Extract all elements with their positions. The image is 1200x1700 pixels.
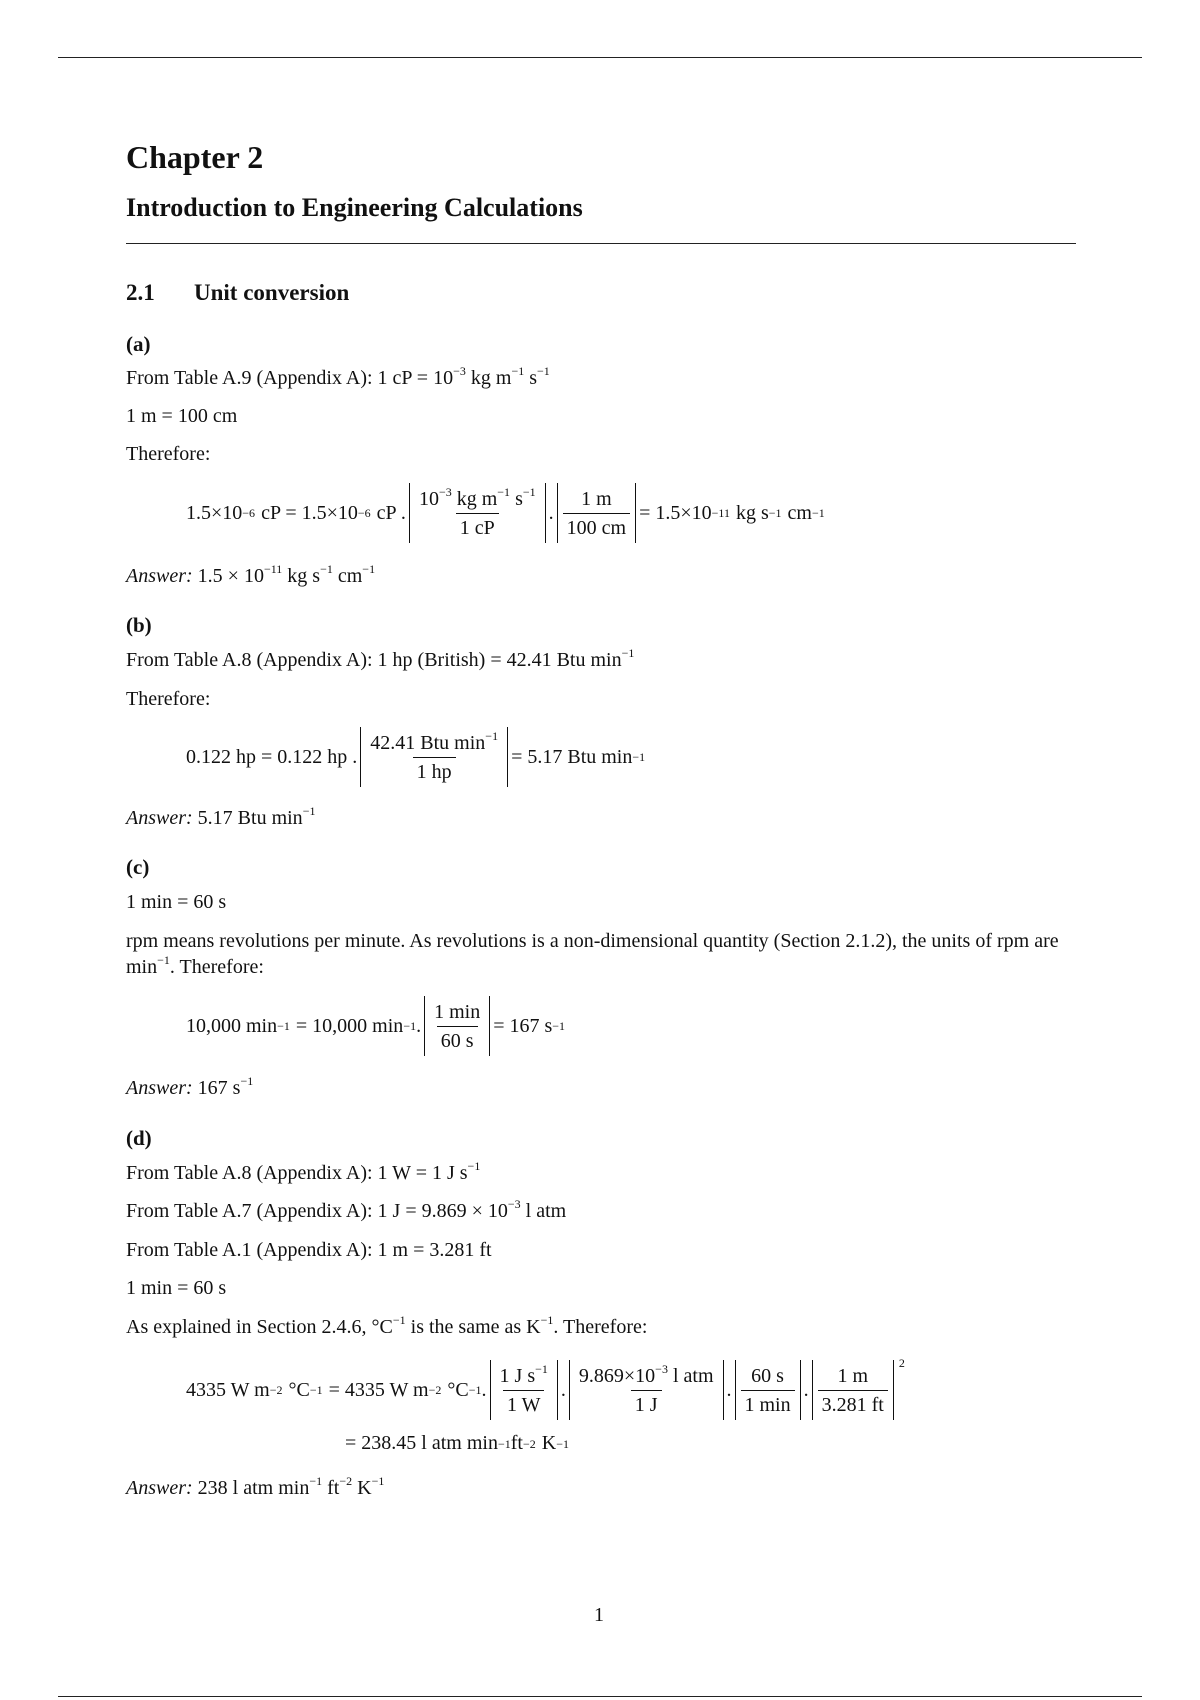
part-d-fraction-2: $\frac{9.869\times 10^{-3} l atm}{1 J}$	[578, 1361, 714, 1416]
part-c-answer: Answer: 167 $s^{-1}$	[126, 1074, 254, 1099]
part-c-paragraph: rpm means revolutions per minute. As revolutions is a non-dimensional quantity (Section 2.1.2), the units of rpm are $\min^{-1}$. Therefore:	[126, 930, 1059, 978]
part-d-fraction-4: $\frac{1 m}{3.281 ft}$	[818, 1363, 888, 1418]
part-a-fraction-2: $\frac{1 m}{100 cm}$	[563, 486, 630, 541]
page-number: 1	[594, 1604, 604, 1626]
top-rule	[58, 57, 1142, 58]
part-d-answer: Answer: 238 l atm $\min^{-1} ft^{-2}$ $K^{-1}$	[126, 1474, 385, 1499]
part-a-fraction-1: $\frac{10^{-3} kg m^{-1} s^{-1}}{1 cP}$	[418, 484, 536, 539]
part-d-line2: From Table A.7 (Appendix A): 1 $J = 9.869 \times 10^{-3}$ l atm	[126, 1197, 567, 1222]
part-d-line3: From Table A.1 (Appendix A): 1 m = 3.281 ft	[126, 1239, 492, 1261]
part-a-line1: From Table A.9 (Appendix A): 1 cP = $10^{-3}$ kg $m^{-1}$ $s^{-1}$	[126, 364, 550, 389]
chapter-title: Chapter 2	[126, 139, 264, 175]
section-number: 2.1	[126, 280, 155, 305]
part-a-therefore: Therefore:	[126, 443, 211, 465]
part-d-line1: From Table A.8 (Appendix A): 1 W = 1 J $s^{-1}$	[126, 1159, 481, 1184]
part-d-equation: 4335 W m −2 °C −1 = 4335 W m −2 °C −1 . $\frac{1 J s^{-1}}{1 W}$ . $\frac{9.869\times 10^{-3} l atm}{1 J}$ . $\frac{60 s}{1 \min}$ . $\frac{1 m}{3.281 ft}$ 2	[186, 1360, 905, 1420]
part-d-label: (d)	[126, 1126, 152, 1150]
chapter-subtitle: Introduction to Engineering Calculations	[126, 193, 583, 222]
part-d-fraction-1: $\frac{1 J s^{-1}}{1 W}$	[499, 1361, 548, 1416]
part-c-label: (c)	[126, 855, 150, 879]
part-a-label: (a)	[126, 332, 151, 356]
part-d-fraction-3: $\frac{60 s}{1 \min}$	[741, 1363, 795, 1418]
part-b-fraction: $\frac{42.41 Btu \min^{-1}}{1 hp}$	[370, 728, 499, 783]
part-c-equation: 10,000 min −1 = 10,000 min −1 . $\frac{1 \min}{60 s}$ = 167 s −1	[186, 996, 565, 1056]
part-d-line4: 1 min = 60 s	[126, 1277, 227, 1299]
part-d-power: 2	[898, 1356, 905, 1370]
part-b-label: (b)	[126, 613, 152, 637]
part-a-equation: 1.5×10 −6 cP = 1.5×10 −6 cP . $\frac{10^{-3} kg m^{-1} s^{-1}}{1 cP}$ . $\frac{1 m}{100 cm}$ = 1.5×10 −11 kg s −1 cm −1	[186, 483, 825, 543]
part-d-equation-result: = 238.45 l atm min −1 ft −2 K −1	[345, 1432, 569, 1454]
part-b-answer: Answer: 5.17 Btu $\min^{-1}$	[126, 804, 316, 829]
part-b-therefore: Therefore:	[126, 688, 211, 710]
section-heading	[126, 280, 349, 306]
part-d-line5: As explained in Section 2.4.6, $^\circ C^{-1}$ is the same as $K^{-1}$. Therefore:	[126, 1313, 648, 1338]
part-c-fraction: $\frac{1 \min}{60 s}$	[434, 1000, 481, 1052]
section-title: Unit conversion	[194, 280, 350, 305]
part-b-equation: 0.122 hp = 0.122 hp . $\frac{42.41 Btu \min^{-1}}{1 hp}$ = 5.17 Btu min −1	[186, 727, 645, 787]
bottom-rule	[58, 1696, 1142, 1697]
part-c-line1: 1 min = 60 s	[126, 891, 227, 913]
part-a-line2: 1 m = 100 cm	[126, 405, 238, 427]
heading-rule	[126, 243, 1076, 244]
part-b-line1: From Table A.8 (Appendix A): 1 hp (British) = 42.41 Btu $\min^{-1}$	[126, 646, 635, 671]
part-a-answer: Answer: $1.5 \times 10^{-11}$ kg $s^{-1}$ $cm^{-1}$	[126, 562, 376, 587]
